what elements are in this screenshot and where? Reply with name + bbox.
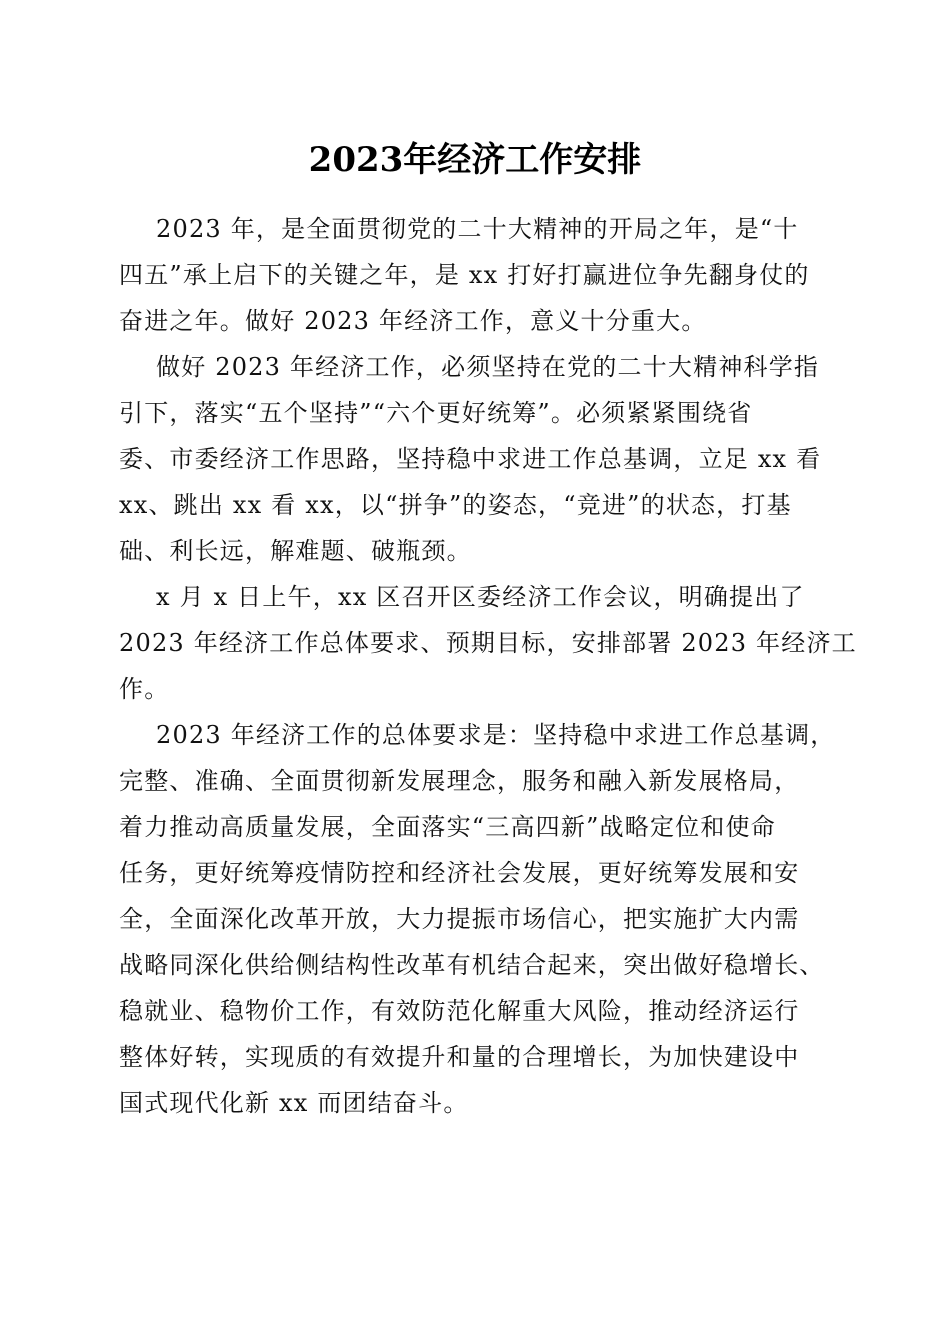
paragraph-line: xx、跳出 xx 看 xx，以“拼争”的姿态，“竞进”的状态，打基 <box>119 491 792 519</box>
paragraph-line: 着力推动高质量发展，全面落实“三高四新”战略定位和使命 <box>119 813 776 841</box>
paragraph-line: 奋进之年。做好 2023 年经济工作，意义十分重大。 <box>119 307 707 335</box>
paragraph-line: 稳就业、稳物价工作，有效防范化解重大风险，推动经济运行 <box>119 997 800 1025</box>
paragraph-line: 2023 年经济工作总体要求、预期目标，安排部署 2023 年经济工 <box>119 629 857 657</box>
document-title: 2023年经济工作安排 <box>308 140 642 180</box>
paragraph-3 <box>119 574 857 712</box>
paragraph-1 <box>119 206 831 344</box>
paragraph-line: 2023 年，是全面贯彻党的二十大精神的开局之年，是“十 <box>156 215 799 243</box>
paragraph-line: 做好 2023 年经济工作，必须坚持在党的二十大精神科学指 <box>156 353 820 381</box>
paragraph-line: 战略同深化供给侧结构性改革有机结合起来，突出做好稳增长、 <box>119 951 825 979</box>
paragraph-line: 委、市委经济工作思路，坚持稳中求进工作总基调，立足 xx 看 <box>119 445 822 473</box>
paragraph-line: 国式现代化新 xx 而团结奋斗。 <box>119 1089 469 1117</box>
paragraph-line: x 月 x 日上午，xx 区召开区委经济工作会议，明确提出了 <box>156 583 805 611</box>
paragraph-line: 础、利长远，解难题、破瓶颈。 <box>119 537 472 565</box>
paragraph-line: 全，全面深化改革开放，大力提振市场信心，把实施扩大内需 <box>119 905 800 933</box>
paragraph-2 <box>119 344 831 574</box>
paragraph-4 <box>119 712 836 1126</box>
paragraph-line: 完整、准确、全面贯彻新发展理念，服务和融入新发展格局， <box>119 767 800 795</box>
paragraph-line: 整体好转，实现质的有效提升和量的合理增长，为加快建设中 <box>119 1043 800 1071</box>
paragraph-line: 四五”承上启下的关键之年，是 xx 打好打赢进位争先翻身仗的 <box>119 261 810 289</box>
document-body <box>119 206 857 1126</box>
paragraph-line: 2023 年经济工作的总体要求是：坚持稳中求进工作总基调， <box>156 721 836 749</box>
paragraph-line: 作。 <box>119 675 170 703</box>
paragraph-line: 任务，更好统筹疫情防控和经济社会发展，更好统筹发展和安 <box>119 859 800 887</box>
paragraph-line: 引下，落实“五个坚持”“六个更好统筹”。必须紧紧围绕省 <box>119 399 753 427</box>
